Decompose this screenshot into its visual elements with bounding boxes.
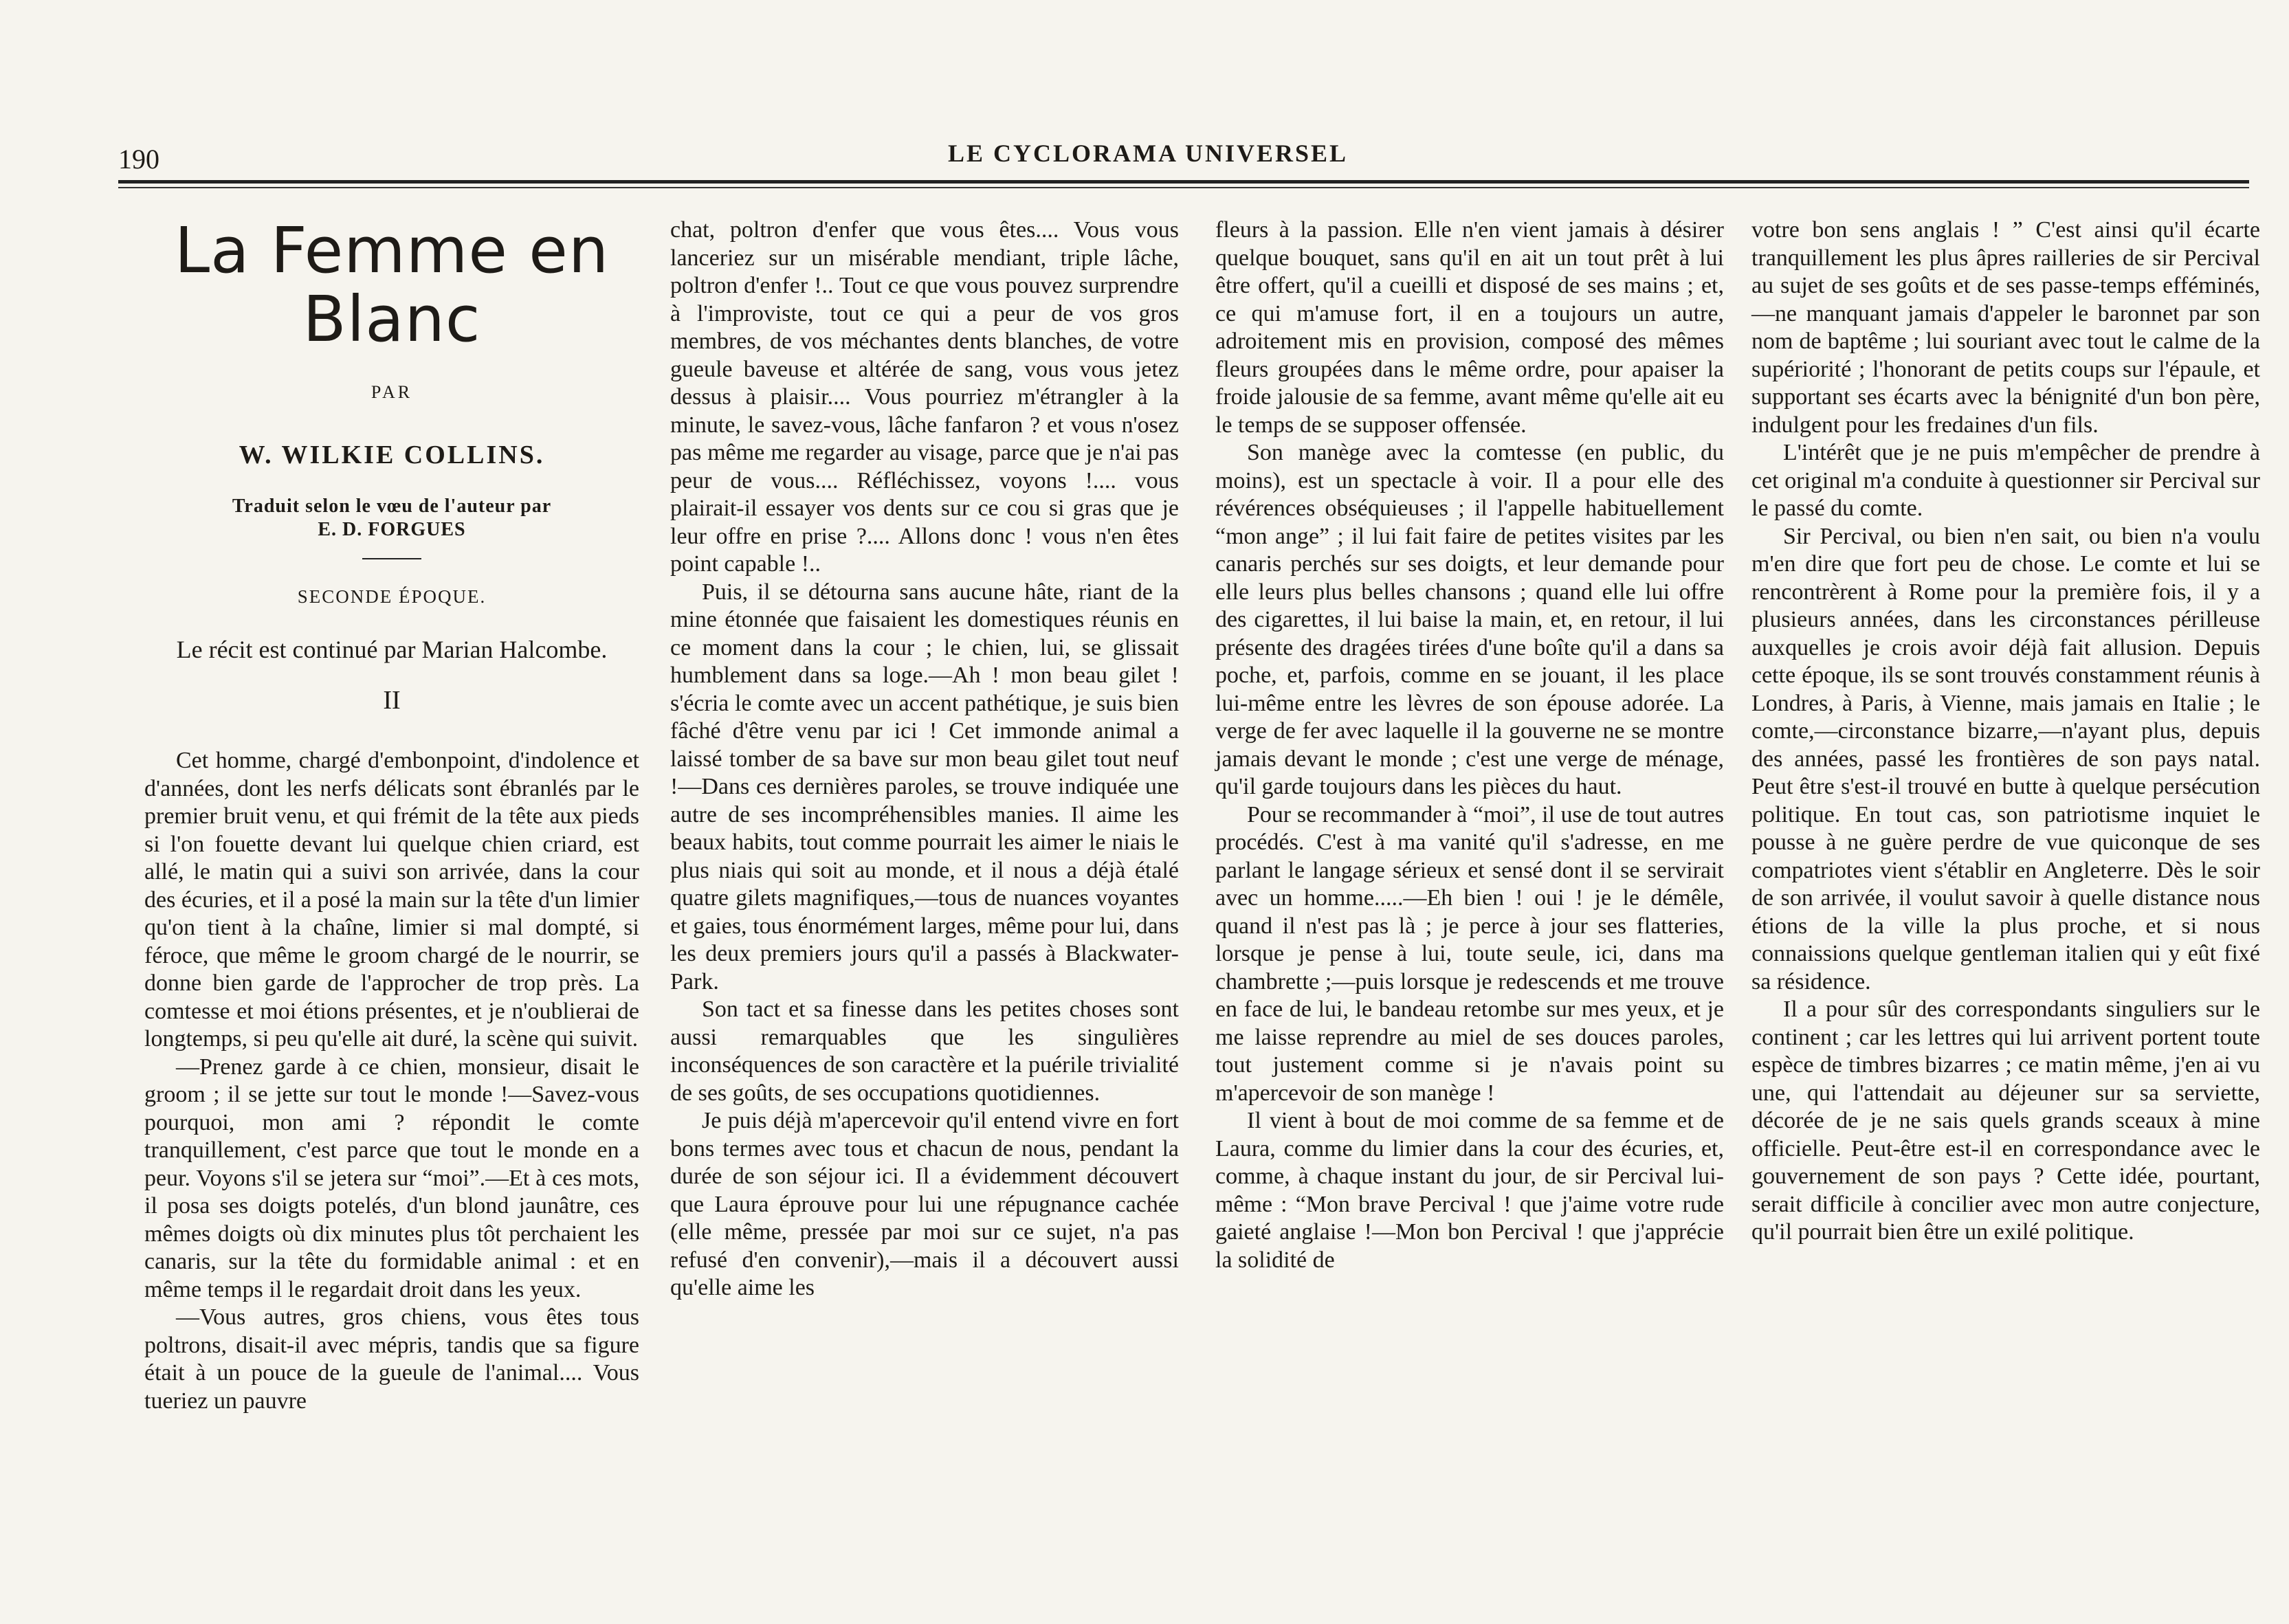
paragraph: chat, poltron d'enfer que vous êtes.... Vous vous lanceriez sur un misérable mendiant, triple lâche, poltron d'enfer !.. Tout ce que vous pouvez surprendre à l'improviste, tout ce qui a peur de vos gros membres, de vos méchantes dents blanches, de votre gueule baveuse et altérée de sang, vous vous jetez dessus à plaisir.... Vous pourriez m'étrangler à la minute, le savez-vous, lâche fanfaron ? et vous n'osez pas même me regarder au visage, parce que je n'ai pas peur de vous.... Réfléchissez, voyons !.... vous plairait-il essayer vos dents sur ce cou si gras que je leur offre en prise ?.... Allons donc ! vous n'en êtes point capable !.. <box>670 217 1179 577</box>
column-2 <box>670 216 1179 1302</box>
column-1 <box>144 216 639 1415</box>
narrator-note: Le récit est continué par Marian Halcombe. <box>176 635 608 663</box>
paragraph: votre bon sens anglais ! ” C'est ainsi qu'il écarte tranquillement les plus âpres railleries de sir Percival au sujet de ses goûts et de ses passe-temps efféminés,—ne manquant jamais d'appeler le baronnet par son nom de baptême ; lui souriant avec tout le calme de la supériorité ; l'honorant de petits coups sur l'épaule, et supportant ses écarts avec la bénignité d'un bon père, indulgent pour les fredaines d'un fils. <box>1751 217 2260 438</box>
paragraph: Son tact et sa finesse dans les petites choses sont aussi remarquables que les singulières inconséquences de son caractère et la puérile trivialité de ses goûts, de ses occupations quotidiennes. <box>670 997 1179 1106</box>
paragraph: fleurs à la passion. Elle n'en vient jamais à désirer quelque bouquet, sans qu'il en ait un tout prêt à lui être offert, qu'il a cueilli et disposé de ses mains ; et, ce qui m'amuse fort, il en a toujours un autre, adroitement mis en provision, composé des mêmes fleurs groupées dans le même ordre, pour apaiser la froide jalousie de sa femme, avant même qu'elle ait eu le temps de se supposer offensée. <box>1215 217 1724 438</box>
paragraph: Puis, il se détourna sans aucune hâte, riant de la mine étonnée que faisaient les domestiques réunis en ce moment dans la cour ; le chien, lui, se glissait humblement dans sa loge.—Ah ! mon beau gilet ! s'écria le comte avec un accent pathétique, je suis bien fâché d'être venu par ici ! Cet immonde animal a laissé tomber de sa bave sur mon beau gilet tout neuf !—Dans ces dernières paroles, se trouve indiquée une autre de ses incompréhensibles manies. Il aime les beaux habits, tout comme pourrait les aimer le niais le plus niais qui soit au monde, et il nous a déjà étalé quatre gilets magnifiques,—tous de nuances voyantes et gaies, tous énormément larges, même pour lui, dans les deux premiers jours qu'il a passés à Blackwater-Park. <box>670 579 1179 994</box>
header-rule-thin <box>118 187 2249 188</box>
paragraph: Pour se recommander à “moi”, il use de tout autres procédés. C'est à ma vanité qu'il s'adresse, en me parlant le langage sérieux et sensé dont il se servirait avec un homme.....—Eh bien ! oui ! je le démêle, quand il n'est pas là ; je perce à jour ses flatteries, lorsque je pense à lui, toute seule, ici, dans ma chambrette ;—puis lorsque je redescends et me trouve en face de lui, le bandeau retombe sur mes yeux, et je me laisse reprendre au miel de ses douces paroles, tout justement comme si je n'avais point su m'apercevoir de son manège ! <box>1215 801 1724 1106</box>
paragraph: —Vous autres, gros chiens, vous êtes tous poltrons, disait-il avec mépris, tandis que sa figure était à un pouce de la gueule de l'animal.... Vous tueriez un pauvre <box>144 1304 639 1414</box>
paragraph: —Prenez garde à ce chien, monsieur, disait le groom ; il se jette sur tout le monde !—Savez-vous pourquoi, mon ami ? répondit le comte tranquillement, c'est parce que tout le monde en a peur. Voyons s'il se jetera sur “moi”.—Et à ces mots, il posa ses doigts potelés, d'un blond jaunâtre, ces mêmes doigts où dix minutes plus tôt perchaient les canaris, sur la tête du formidable animal : et en même temps il le regardait droit dans les yeux. <box>144 1054 639 1302</box>
author-name: W. WILKIE COLLINS. <box>239 440 545 469</box>
paragraph: Sir Percival, ou bien n'en sait, ou bien n'a voulu m'en dire que fort peu de chose. Le comte et lui se rencontrèrent à Rome pour la première fois, il y a plusieurs années, dans les circonstances périlleuse auxquelles je crois avoir déjà fait allusion. Depuis cette époque, ils se sont trouvés constamment réunis à Londres, à Paris, à Vienne, mais jamais en Italie ; le comte,—circonstance bizarre,—n'ayant plus, depuis des années, passé les frontières de son pays natal. Peut être s'est-il trouvé en butte à quelque persécution politique. En tout cas, son patriotisme inquiet le pousse à ne guère perdre de vue quiconque de ses compatriotes vient s'établir en Angleterre. Dès le soir de son arrivée, il voulut savoir à quelle distance nous étions de la ville la plus proche, et si nous connaissions quelque gentleman italien qui y eût fixé sa résidence. <box>1751 523 2260 994</box>
running-head: LE CYCLORAMA UNIVERSEL <box>947 140 1349 167</box>
article-title: La Femme en Blanc <box>174 214 610 356</box>
paragraph: Il vient à bout de moi comme de sa femme et de Laura, comme du limier dans la cour des écuries, et, comme, à chaque instant du jour, de sir Percival lui-même : “Mon brave Percival ! que j'aime votre rude gaieté anglaise !—Mon bon Percival ! que j'apprécie la solidité de <box>1215 1108 1724 1273</box>
translator-line-1: Traduit selon le vœu de l'auteur par <box>232 496 552 517</box>
paragraph: Son manège avec la comtesse (en public, du moins), est un spectacle à voir. Il a pour elle des révérences obséquieuses ; il l'appelle habituellement “mon ange” ; il lui fait faire de petites visites par les canaris perchés sur ses doigts, et leur demande pour elle leurs plus belles chansons ; quand elle lui offre des cigarettes, il lui baise la main, et, en retour, il lui présente des dragées tirées d'une boîte qu'il a dans sa poche, et, parfois, comme en se jouant, il les place lui-même entre les lèvres de son épouse adorée. La verge de fer avec laquelle il la gouverne ne se montre jamais devant le monde ; c'est une verge de ménage, qu'il garde toujours dans les pièces du haut. <box>1215 440 1724 799</box>
page-number: 190 <box>118 144 159 175</box>
paragraph: Je puis déjà m'apercevoir qu'il entend vivre en fort bons termes avec tous et chacun de nous, pendant la durée de son séjour ici. Il a évidemment découvert que Laura éprouve pour lui une répugnance cachée (elle même, pressée par moi sur ce sujet, n'a pas refusé d'en convenir),—mais il a découvert aussi qu'elle aime les <box>670 1108 1179 1300</box>
paragraph: Il a pour sûr des correspondants singuliers sur le continent ; car les lettres qui lui arrivent portent toute espèce de timbres bizarres ; ce matin même, j'en ai vu une, qui l'attendait au déjeuner sur sa serviette, décorée de je ne sais quels grands sceaux à mine officielle. Peut-être est-il en correspondance avec le gouvernement de son pays ? Cette idée, pourtant, serait difficile à concilier avec mon autre conjecture, qu'il pourrait bien être un exilé politique. <box>1751 997 2260 1245</box>
epoch-heading: SECONDE ÉPOQUE. <box>297 586 487 607</box>
paragraph: Cet homme, chargé d'embonpoint, d'indolence et d'années, dont les nerfs délicats sont ébranlés par le premier bruit venu, et qui frémit de la tête aux pieds si l'on fouette devant lui quelque chien criard, est allé, le matin qui a suivi son arrivée, dans la cour des écuries, et il a posé la main sur la tête d'un limier qu'on tient à la chaîne, limier si mal dompté, si féroce, que même le groom chargé de le nourrir, se donne bien garde de l'approcher de trop près. La comtesse et moi étions présentes, et je n'oublierai de longtemps, si peu qu'elle ait duré, la scène qui suivit. <box>144 748 639 1052</box>
column-4 <box>1751 216 2260 1247</box>
paragraph: L'intérêt que je ne puis m'empêcher de prendre à cet original m'a conduite à questionner sir Percival sur le passé du comte. <box>1751 440 2260 521</box>
column-3 <box>1215 216 1724 1274</box>
header-rule-thick <box>118 180 2249 183</box>
byline-par: PAR <box>371 382 413 402</box>
chapter-number: II <box>383 685 401 715</box>
translator-line-2: E. D. FORGUES <box>318 519 466 540</box>
section-divider <box>362 558 421 559</box>
